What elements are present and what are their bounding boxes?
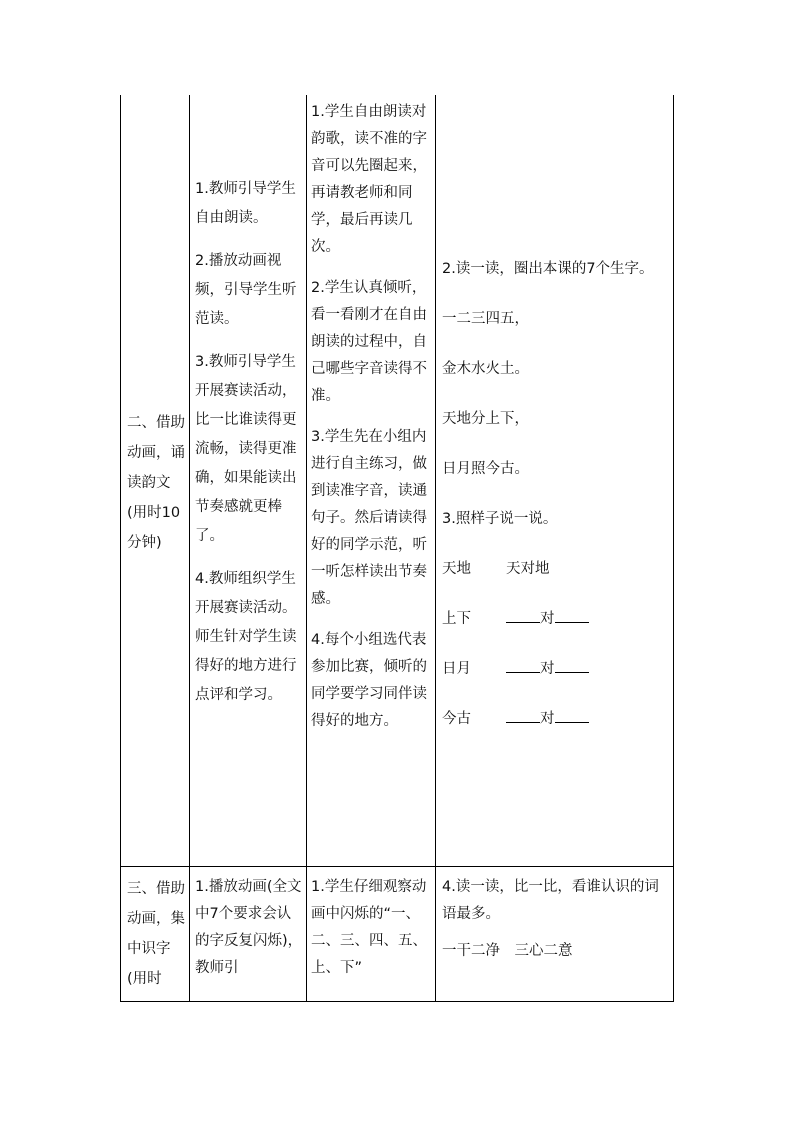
poem-line-4: 日月照今古。 [442, 461, 529, 477]
table-border-bottom [120, 1001, 674, 1002]
section3-student-step: 1.学生仔细观察动画中闪烁的“一、二、三、四、五、上、下” [311, 879, 427, 976]
section3-exercise [442, 874, 670, 998]
section2-stage: 二、借助动画，诵读韵文(用时10分钟) [127, 415, 185, 551]
teacher-step-1: 1.教师引导学生自由朗读。 [195, 181, 296, 226]
section2-teacher-steps [195, 175, 303, 710]
pair-row: 上下 对 [442, 594, 670, 644]
section2-student-steps [311, 99, 433, 735]
teacher-step-4: 4.教师组织学生开展赛读活动。师生针对学生读得好的地方进行点评和学习。 [195, 571, 297, 703]
section2-exercises [442, 244, 670, 744]
student-step-4: 4.每个小组选代表参加比赛，倾听的同学要学习同伴读得好的地方。 [311, 632, 427, 729]
poem-line-3: 天地分上下， [442, 411, 529, 427]
student-step-1: 1.学生自由朗读对韵歌，读不准的字音可以先圈起来，再请教老师和同学，最后再读几次。 [311, 104, 427, 255]
poem-line-2: 金木水火土。 [442, 361, 529, 377]
poem-line-1: 一二三四五， [442, 311, 529, 327]
section3-teacher-step: 1.播放动画(全文中7个要求会认的字反复闪烁)，教师引 [195, 879, 303, 976]
exercise-4-title: 4.读一读，比一比，看谁认识的词语最多。 [442, 879, 659, 922]
row-divider [120, 866, 674, 867]
example-row: 天地 天对地 [442, 561, 550, 577]
teacher-step-3: 3.教师引导学生开展赛读活动，比一比谁读得更流畅，读得更准确，如果能读出节奏感就更棒了。 [195, 354, 297, 544]
idiom-words: 一干二净 三心二意 [442, 943, 573, 959]
exercise-2-title: 2.读一读，圈出本课的7个生字。 [442, 261, 654, 277]
student-step-3: 3.学生先在小组内进行自主练习，做到读准字音，读通句子。然后请读得好的同学示范，听一听怎样读出节奏感。 [311, 429, 427, 607]
student-step-2: 2.学生认真倾听，看一看刚才在自由朗读的过程中，自己哪些字音读得不准。 [311, 280, 427, 404]
pair-row: 今古 对 [442, 694, 670, 744]
section3-stage: 三、借助动画，集中识字(用时 [127, 881, 185, 987]
exercise-3-title: 3.照样子说一说。 [442, 511, 558, 527]
teacher-step-2: 2.播放动画视频，引导学生听范读。 [195, 253, 297, 327]
pair-row: 日月 对 [442, 644, 670, 694]
